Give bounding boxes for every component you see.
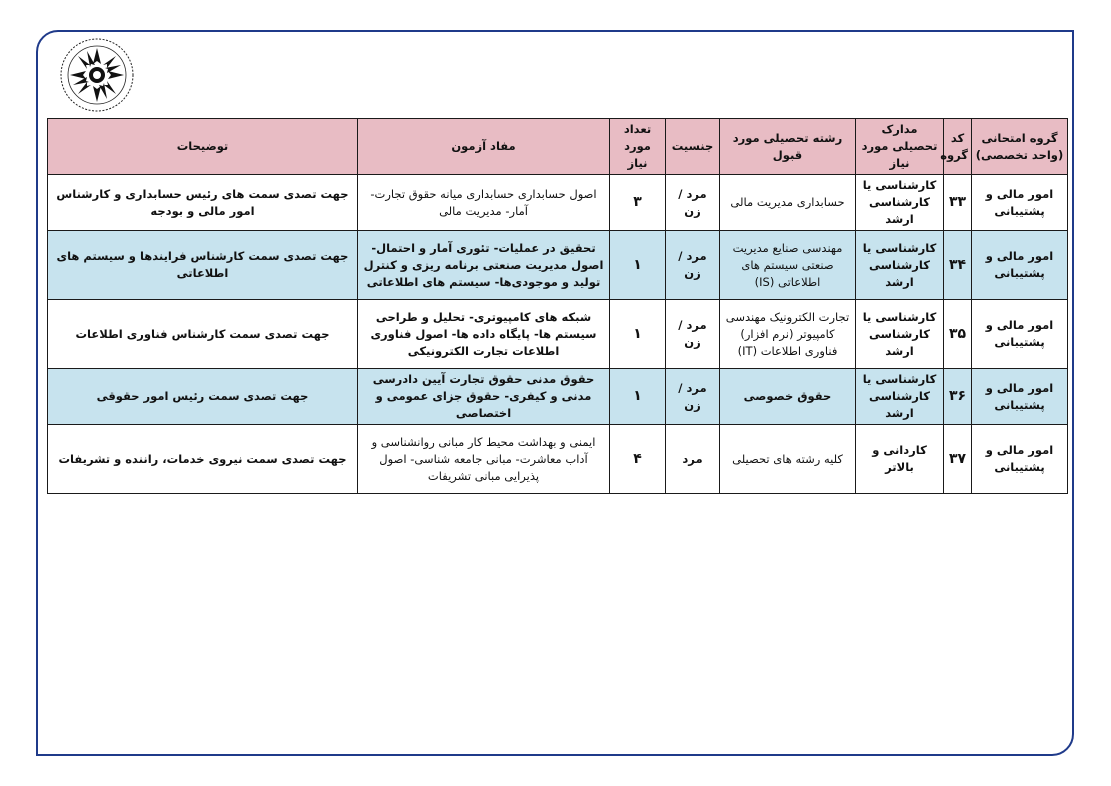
cell-degree: کاردانی و بالاتر — [856, 425, 944, 494]
cell-notes: جهت تصدی سمت های رئیس حسابداری و کارشناس امور مالی و بودجه — [48, 175, 358, 231]
cell-degree: کارشناسی یا کارشناسی ارشد — [856, 369, 944, 425]
cell-group: امور مالی و پشتیبانی — [972, 300, 1068, 369]
cell-field: حسابداری مدیریت مالی — [720, 175, 856, 231]
cell-code: ۳۷ — [944, 425, 972, 494]
cell-notes: جهت تصدی سمت کارشناس فناوری اطلاعات — [48, 300, 358, 369]
cell-degree: کارشناسی یا کارشناسی ارشد — [856, 175, 944, 231]
header-group-code: کد گروه — [944, 119, 972, 175]
chamber-of-commerce-logo — [56, 34, 138, 116]
cell-code: ۳۳ — [944, 175, 972, 231]
cell-count: ۱ — [610, 231, 666, 300]
cell-count: ۱ — [610, 300, 666, 369]
cell-degree: کارشناسی یا کارشناسی ارشد — [856, 231, 944, 300]
cell-gender: مرد — [666, 425, 720, 494]
exam-groups-table — [47, 118, 1068, 494]
cell-content: شبکه های کامپیوتری- تحلیل و طراحی سیستم ها- پایگاه داده ها- اصول فناوری اطلاعات تجارت الکترونیکی — [358, 300, 610, 369]
cell-gender: مرد / زن — [666, 369, 720, 425]
cell-content: حقوق مدنی حقوق تجارت آیین دادرسی مدنی و کیفری- حقوق جزای عمومی و اختصاصی — [358, 369, 610, 425]
cell-group: امور مالی و پشتیبانی — [972, 231, 1068, 300]
cell-group: امور مالی و پشتیبانی — [972, 425, 1068, 494]
header-exam-group: گروه امتحانی (واحد تخصصی) — [972, 119, 1068, 175]
cell-gender: مرد / زن — [666, 231, 720, 300]
cell-gender: مرد / زن — [666, 300, 720, 369]
cell-code: ۳۶ — [944, 369, 972, 425]
cell-notes: جهت تصدی سمت کارشناس فرایندها و سیستم های اطلاعاتی — [48, 231, 358, 300]
header-degree: مدارک تحصیلی مورد نیاز — [856, 119, 944, 175]
table-row — [48, 175, 1068, 231]
table-row — [48, 231, 1068, 300]
cell-notes: جهت تصدی سمت نیروی خدمات، راننده و تشریفات — [48, 425, 358, 494]
header-field: رشته تحصیلی مورد قبول — [720, 119, 856, 175]
cell-code: ۳۵ — [944, 300, 972, 369]
cell-field: کلیه رشته های تحصیلی — [720, 425, 856, 494]
cell-count: ۱ — [610, 369, 666, 425]
table-header-row — [48, 119, 1068, 175]
cell-group: امور مالی و پشتیبانی — [972, 175, 1068, 231]
cell-content: تحقیق در عملیات- تئوری آمار و احتمال- اصول مدیریت صنعتی برنامه ریزی و کنترل تولید و موجودی‌ها- سیستم های اطلاعاتی — [358, 231, 610, 300]
cell-content: اصول حسابداری حسابداری میانه حقوق تجارت- آمار- مدیریت مالی — [358, 175, 610, 231]
cell-field: مهندسی صنایع مدیریت صنعتی سیستم های اطلاعاتی (IS) — [720, 231, 856, 300]
cell-field: حقوق خصوصی — [720, 369, 856, 425]
cell-degree: کارشناسی یا کارشناسی ارشد — [856, 300, 944, 369]
cell-content: ایمنی و بهداشت محیط کار مبانی روانشناسی و آداب معاشرت- مبانی جامعه شناسی- اصول پذیرایی مبانی تشریفات — [358, 425, 610, 494]
cell-field: تجارت الکترونیک مهندسی کامپیوتر (نرم افزار) فناوری اطلاعات (IT) — [720, 300, 856, 369]
table-row — [48, 369, 1068, 425]
cell-gender: مرد / زن — [666, 175, 720, 231]
table-row — [48, 425, 1068, 494]
cell-count: ۴ — [610, 425, 666, 494]
cell-count: ۳ — [610, 175, 666, 231]
header-exam-content: مفاد آزمون — [358, 119, 610, 175]
cell-code: ۳۴ — [944, 231, 972, 300]
header-count: تعداد مورد نیاز — [610, 119, 666, 175]
table-row — [48, 300, 1068, 369]
cell-group: امور مالی و پشتیبانی — [972, 369, 1068, 425]
cell-notes: جهت تصدی سمت رئیس امور حقوقی — [48, 369, 358, 425]
header-notes: توضیحات — [48, 119, 358, 175]
header-gender: جنسیت — [666, 119, 720, 175]
